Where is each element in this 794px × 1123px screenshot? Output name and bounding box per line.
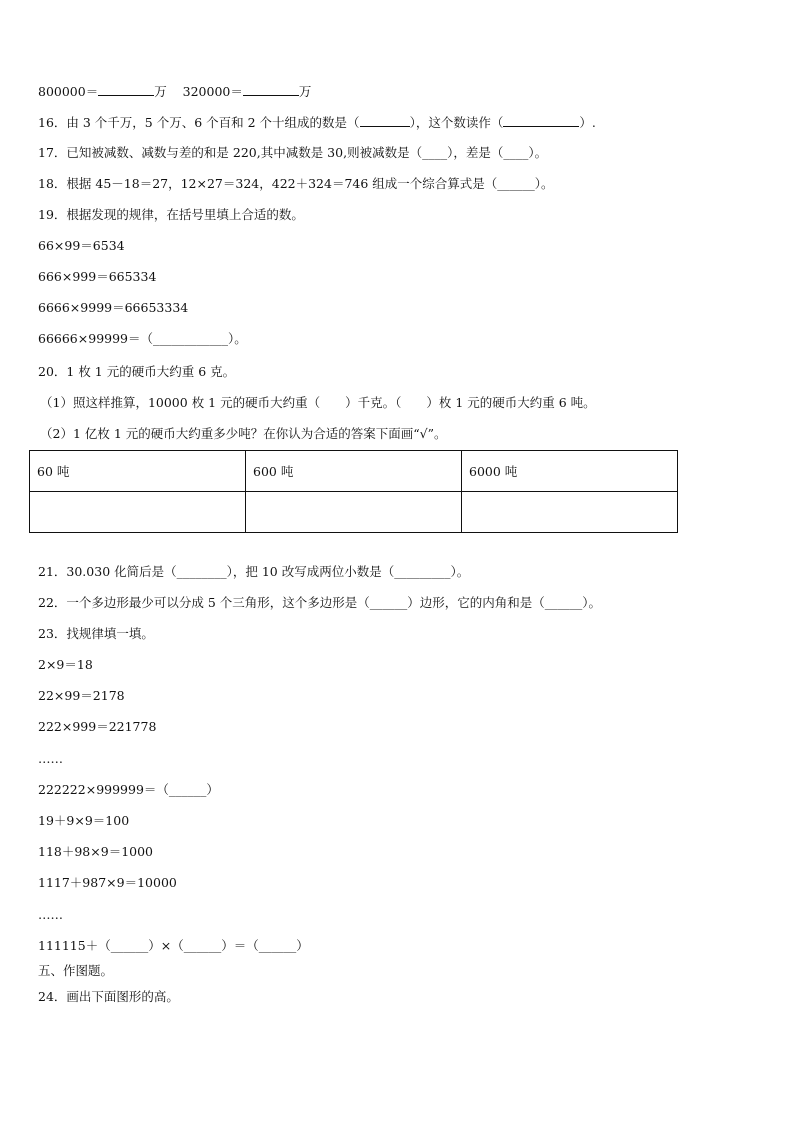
question-20-part-2: （2）1 亿枚 1 元的硬币大约重多少吨？在你认为合适的答案下面画“√”。 xyxy=(40,426,447,441)
answer-choice-table xyxy=(29,450,678,533)
choice-60-ton: 60 吨 xyxy=(30,451,246,492)
question-23-example-5: 118＋98×9＝1000 xyxy=(38,844,154,859)
question-23: 23．找规律填一填。 xyxy=(38,626,154,641)
question-23-blank-1: 222222×999999＝（______） xyxy=(38,782,219,797)
question-19: 19．根据发现的规律，在括号里填上合适的数。 xyxy=(38,207,304,222)
line-15-conversions xyxy=(38,82,311,101)
question-19-example-1: 66×99＝6534 xyxy=(38,238,125,253)
answer-blank[interactable] xyxy=(98,82,154,96)
question-22: 22．一个多边形最少可以分成 5 个三角形，这个多边形是（______）边形，它的内角和是（______）。 xyxy=(38,595,602,610)
answer-blank[interactable] xyxy=(360,113,410,127)
question-23-example-3: 222×999＝221778 xyxy=(38,719,157,734)
choice-600-ton: 600 吨 xyxy=(246,451,462,492)
question-20-part-1: （1）照这样推算，10000 枚 1 元的硬币大约重（ ）千克。（ ）枚 1 元的硬币大约重 6 吨。 xyxy=(40,395,596,410)
question-24: 24．画出下面图形的高。 xyxy=(38,989,179,1004)
check-cell-600[interactable] xyxy=(246,492,462,533)
table-row xyxy=(30,451,678,492)
question-19-blank: 66666×99999＝（____________）。 xyxy=(38,331,247,346)
ellipsis: …… xyxy=(38,751,63,766)
table-row xyxy=(30,492,678,533)
conversion-a: 800000＝ xyxy=(38,84,99,99)
question-23-example-4: 19＋9×9＝100 xyxy=(38,813,130,828)
question-16-text-a: 16．由 3 个千万，5 个万、6 个百和 2 个十组成的数是（ xyxy=(38,115,360,130)
question-23-example-2: 22×99＝2178 xyxy=(38,688,125,703)
question-23-example-6: 1117＋987×9＝10000 xyxy=(38,875,177,890)
question-20: 20．1 枚 1 元的硬币大约重 6 克。 xyxy=(38,364,236,379)
choice-6000-ton: 6000 吨 xyxy=(462,451,678,492)
section-5-heading: 五、作图题。 xyxy=(38,963,114,978)
answer-blank[interactable] xyxy=(243,82,299,96)
question-18: 18．根据 45－18＝27，12×27＝324，422＋324＝746 组成一个综合算式是（______）。 xyxy=(38,176,554,191)
unit-wan: 万 xyxy=(154,84,167,99)
answer-blank[interactable] xyxy=(503,113,579,127)
question-16 xyxy=(38,113,596,132)
ellipsis: …… xyxy=(38,907,63,922)
question-16-text-b: ），这个数读作（ xyxy=(409,115,504,130)
question-16-text-c: ）. xyxy=(579,115,596,130)
question-23-blank-2: 111115＋（______）×（______）＝（______） xyxy=(38,938,309,953)
check-cell-6000[interactable] xyxy=(462,492,678,533)
question-19-example-3: 6666×9999＝66653334 xyxy=(38,300,189,315)
question-23-example-1: 2×9＝18 xyxy=(38,657,93,672)
conversion-b: 320000＝ xyxy=(182,84,243,99)
question-17: 17．已知被减数、减数与差的和是 220,其中减数是 30,则被减数是（____），差是（____）。 xyxy=(38,145,548,160)
question-21: 21．30.030 化简后是（________），把 10 改写成两位小数是（_________）。 xyxy=(38,564,470,579)
unit-wan: 万 xyxy=(298,84,312,99)
check-cell-60[interactable] xyxy=(30,492,246,533)
question-19-example-2: 666×999＝665334 xyxy=(38,269,157,284)
